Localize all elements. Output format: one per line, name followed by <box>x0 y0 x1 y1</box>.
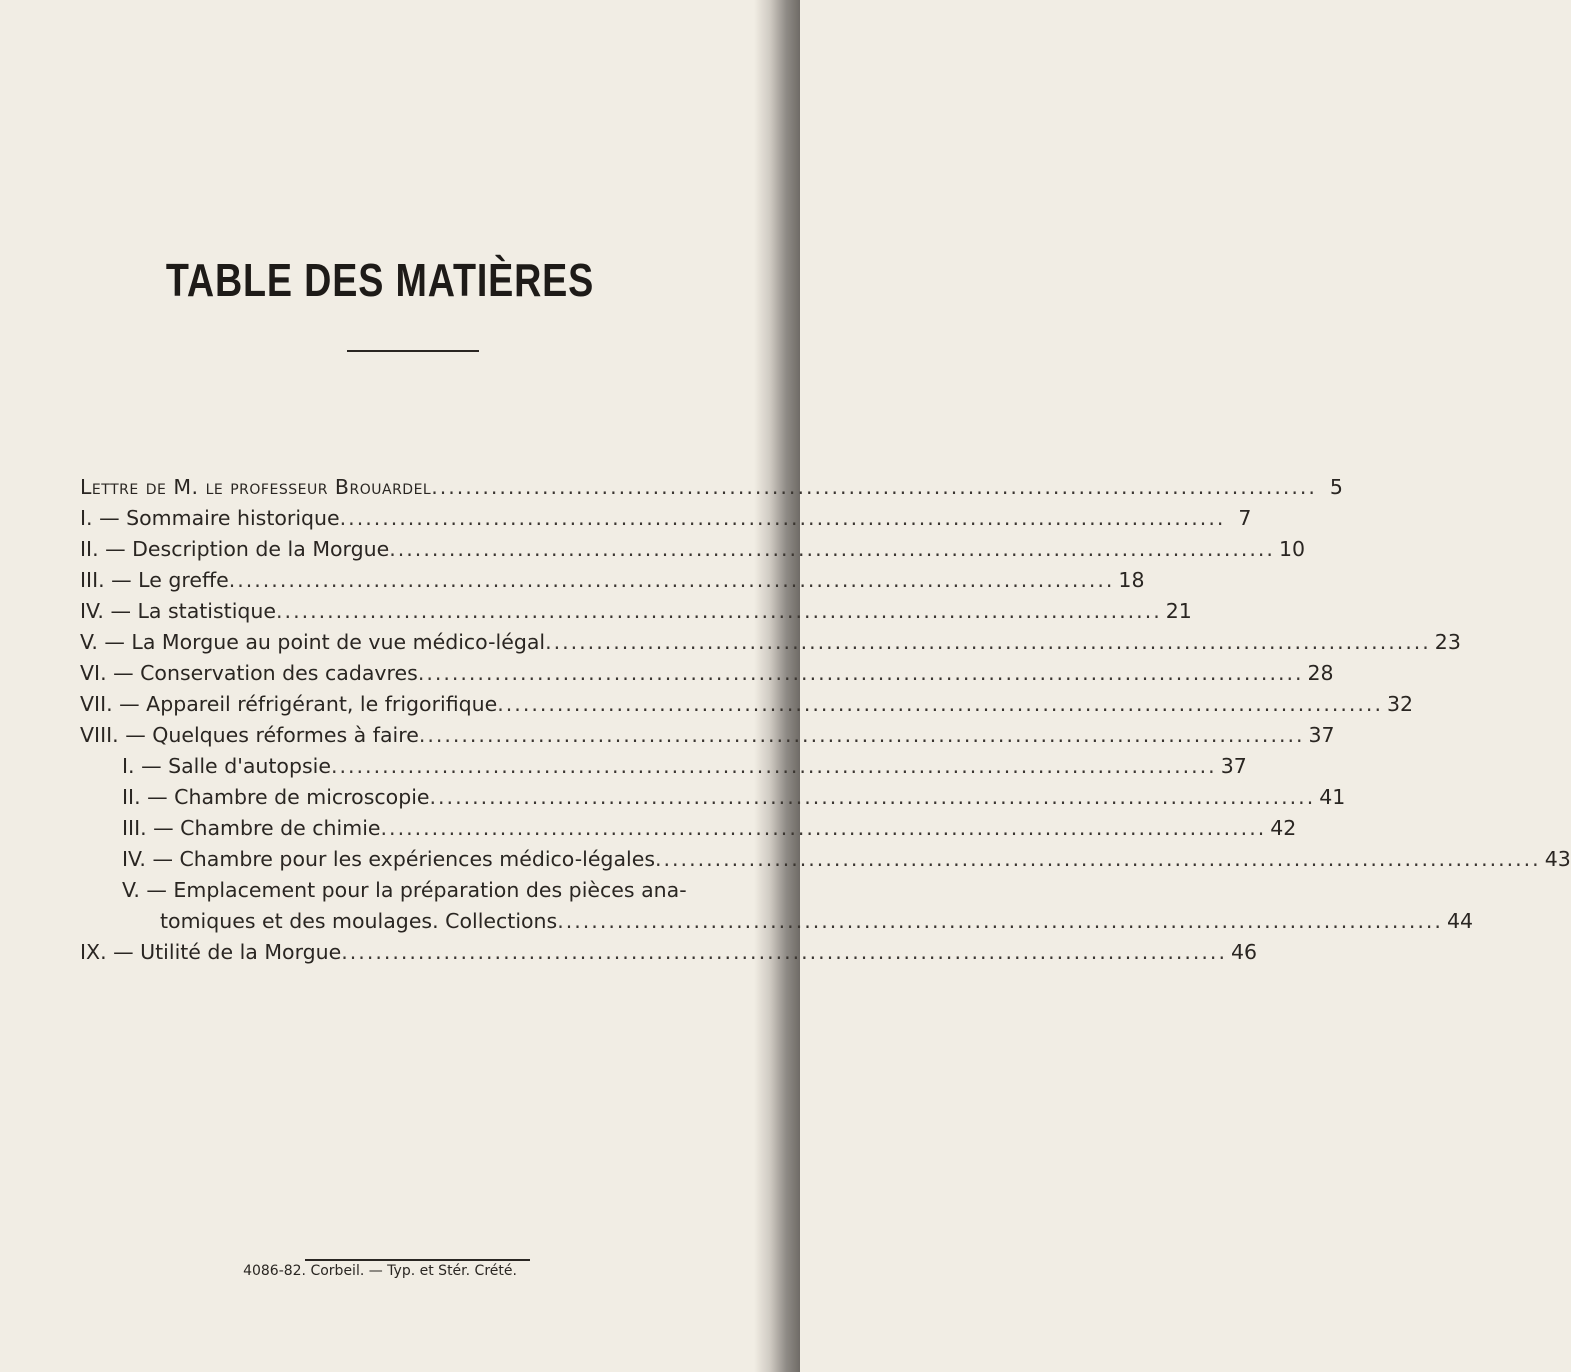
printer-imprint: 4086-82. Corbeil. — Typ. et Stér. Crété. <box>243 1263 517 1279</box>
toc-entry <box>80 720 1335 751</box>
toc-entry-text: IX. — Utilité de la Morgue <box>80 940 342 964</box>
toc-page-number: 23 <box>1434 630 1461 654</box>
toc-entry-text: I. — Sommaire historique <box>80 506 340 530</box>
toc-page-number: 44 <box>1446 909 1474 933</box>
toc-page-number: 37 <box>1308 723 1335 747</box>
dot-leader <box>418 658 1304 689</box>
toc-entry <box>80 658 1334 689</box>
toc-entry-text: VIII. — Quelques réformes à faire <box>80 723 419 747</box>
dot-leader <box>419 720 1305 751</box>
toc-entry-text: V. — Emplacement pour la préparation des pièces ana- <box>122 878 687 902</box>
toc-entry-text: Lettre de M. le professeur Brouardel <box>80 475 432 499</box>
dot-leader <box>331 751 1217 782</box>
title-rule <box>347 350 479 352</box>
toc-page-number: 5 <box>1329 475 1343 499</box>
toc-page-number: 46 <box>1230 940 1258 964</box>
dot-leader <box>340 503 1226 534</box>
dot-leader <box>557 906 1443 937</box>
toc-entry-text: III. — Chambre de chimie <box>122 816 381 840</box>
imprint-rule <box>305 1259 530 1261</box>
dot-leader <box>431 472 1317 503</box>
dot-leader <box>497 689 1383 720</box>
toc-subentry <box>80 844 1571 875</box>
toc-page-number: 21 <box>1165 599 1192 623</box>
toc-entry <box>80 627 1461 658</box>
toc-entry-text: VI. — Conservation des cadavres <box>80 661 418 685</box>
page-title: TABLE DES MATIÈRES <box>165 253 595 306</box>
dot-leader <box>545 627 1431 658</box>
toc-page-number: 28 <box>1307 661 1334 685</box>
toc-entry-text: II. — Chambre de microscopie <box>122 785 430 809</box>
dot-leader <box>276 596 1162 627</box>
toc-page-number: 32 <box>1386 692 1414 716</box>
toc-entry <box>80 596 1192 627</box>
dot-leader <box>430 782 1316 813</box>
dot-leader <box>389 534 1275 565</box>
toc-entry-text: IV. — Chambre pour les expériences médico-légales <box>122 847 655 871</box>
toc-subentry-continuation <box>80 906 1474 937</box>
toc-entry <box>80 565 1145 596</box>
toc-entry-text: III. — Le greffe <box>80 568 229 592</box>
toc-entry <box>80 472 1343 503</box>
dot-leader <box>655 844 1541 875</box>
toc-page-number: 41 <box>1319 785 1346 809</box>
toc-entry <box>80 503 1252 534</box>
toc-subentry <box>80 782 1346 813</box>
toc-entry <box>80 937 1258 968</box>
toc-entry-text: I. — Salle d'autopsie <box>122 754 331 778</box>
toc-page-number: 10 <box>1278 537 1306 561</box>
table-of-contents <box>80 472 1571 968</box>
toc-page-number: 7 <box>1238 506 1252 530</box>
dot-leader <box>229 565 1115 596</box>
toc-entry-text: IV. — La statistique <box>80 599 277 623</box>
dot-leader <box>381 813 1267 844</box>
toc-subentry <box>80 813 1297 844</box>
toc-subentry <box>80 751 1247 782</box>
toc-page-number: 37 <box>1220 754 1247 778</box>
toc-subentry <box>80 875 745 906</box>
toc-entry-text: VII. — Appareil réfrigérant, le frigorifique <box>80 692 498 716</box>
toc-entry <box>80 689 1414 720</box>
toc-page-number: 43 <box>1544 847 1571 871</box>
dot-leader <box>341 937 1227 968</box>
toc-page-number: 18 <box>1118 568 1145 592</box>
toc-page-number: 42 <box>1270 816 1297 840</box>
toc-entry <box>80 534 1306 565</box>
toc-entry-text: II. — Description de la Morgue <box>80 537 390 561</box>
toc-entry-text: V. — La Morgue au point de vue médico-légal <box>80 630 546 654</box>
toc-entry-text: tomiques et des moulages. Collections <box>160 909 558 933</box>
